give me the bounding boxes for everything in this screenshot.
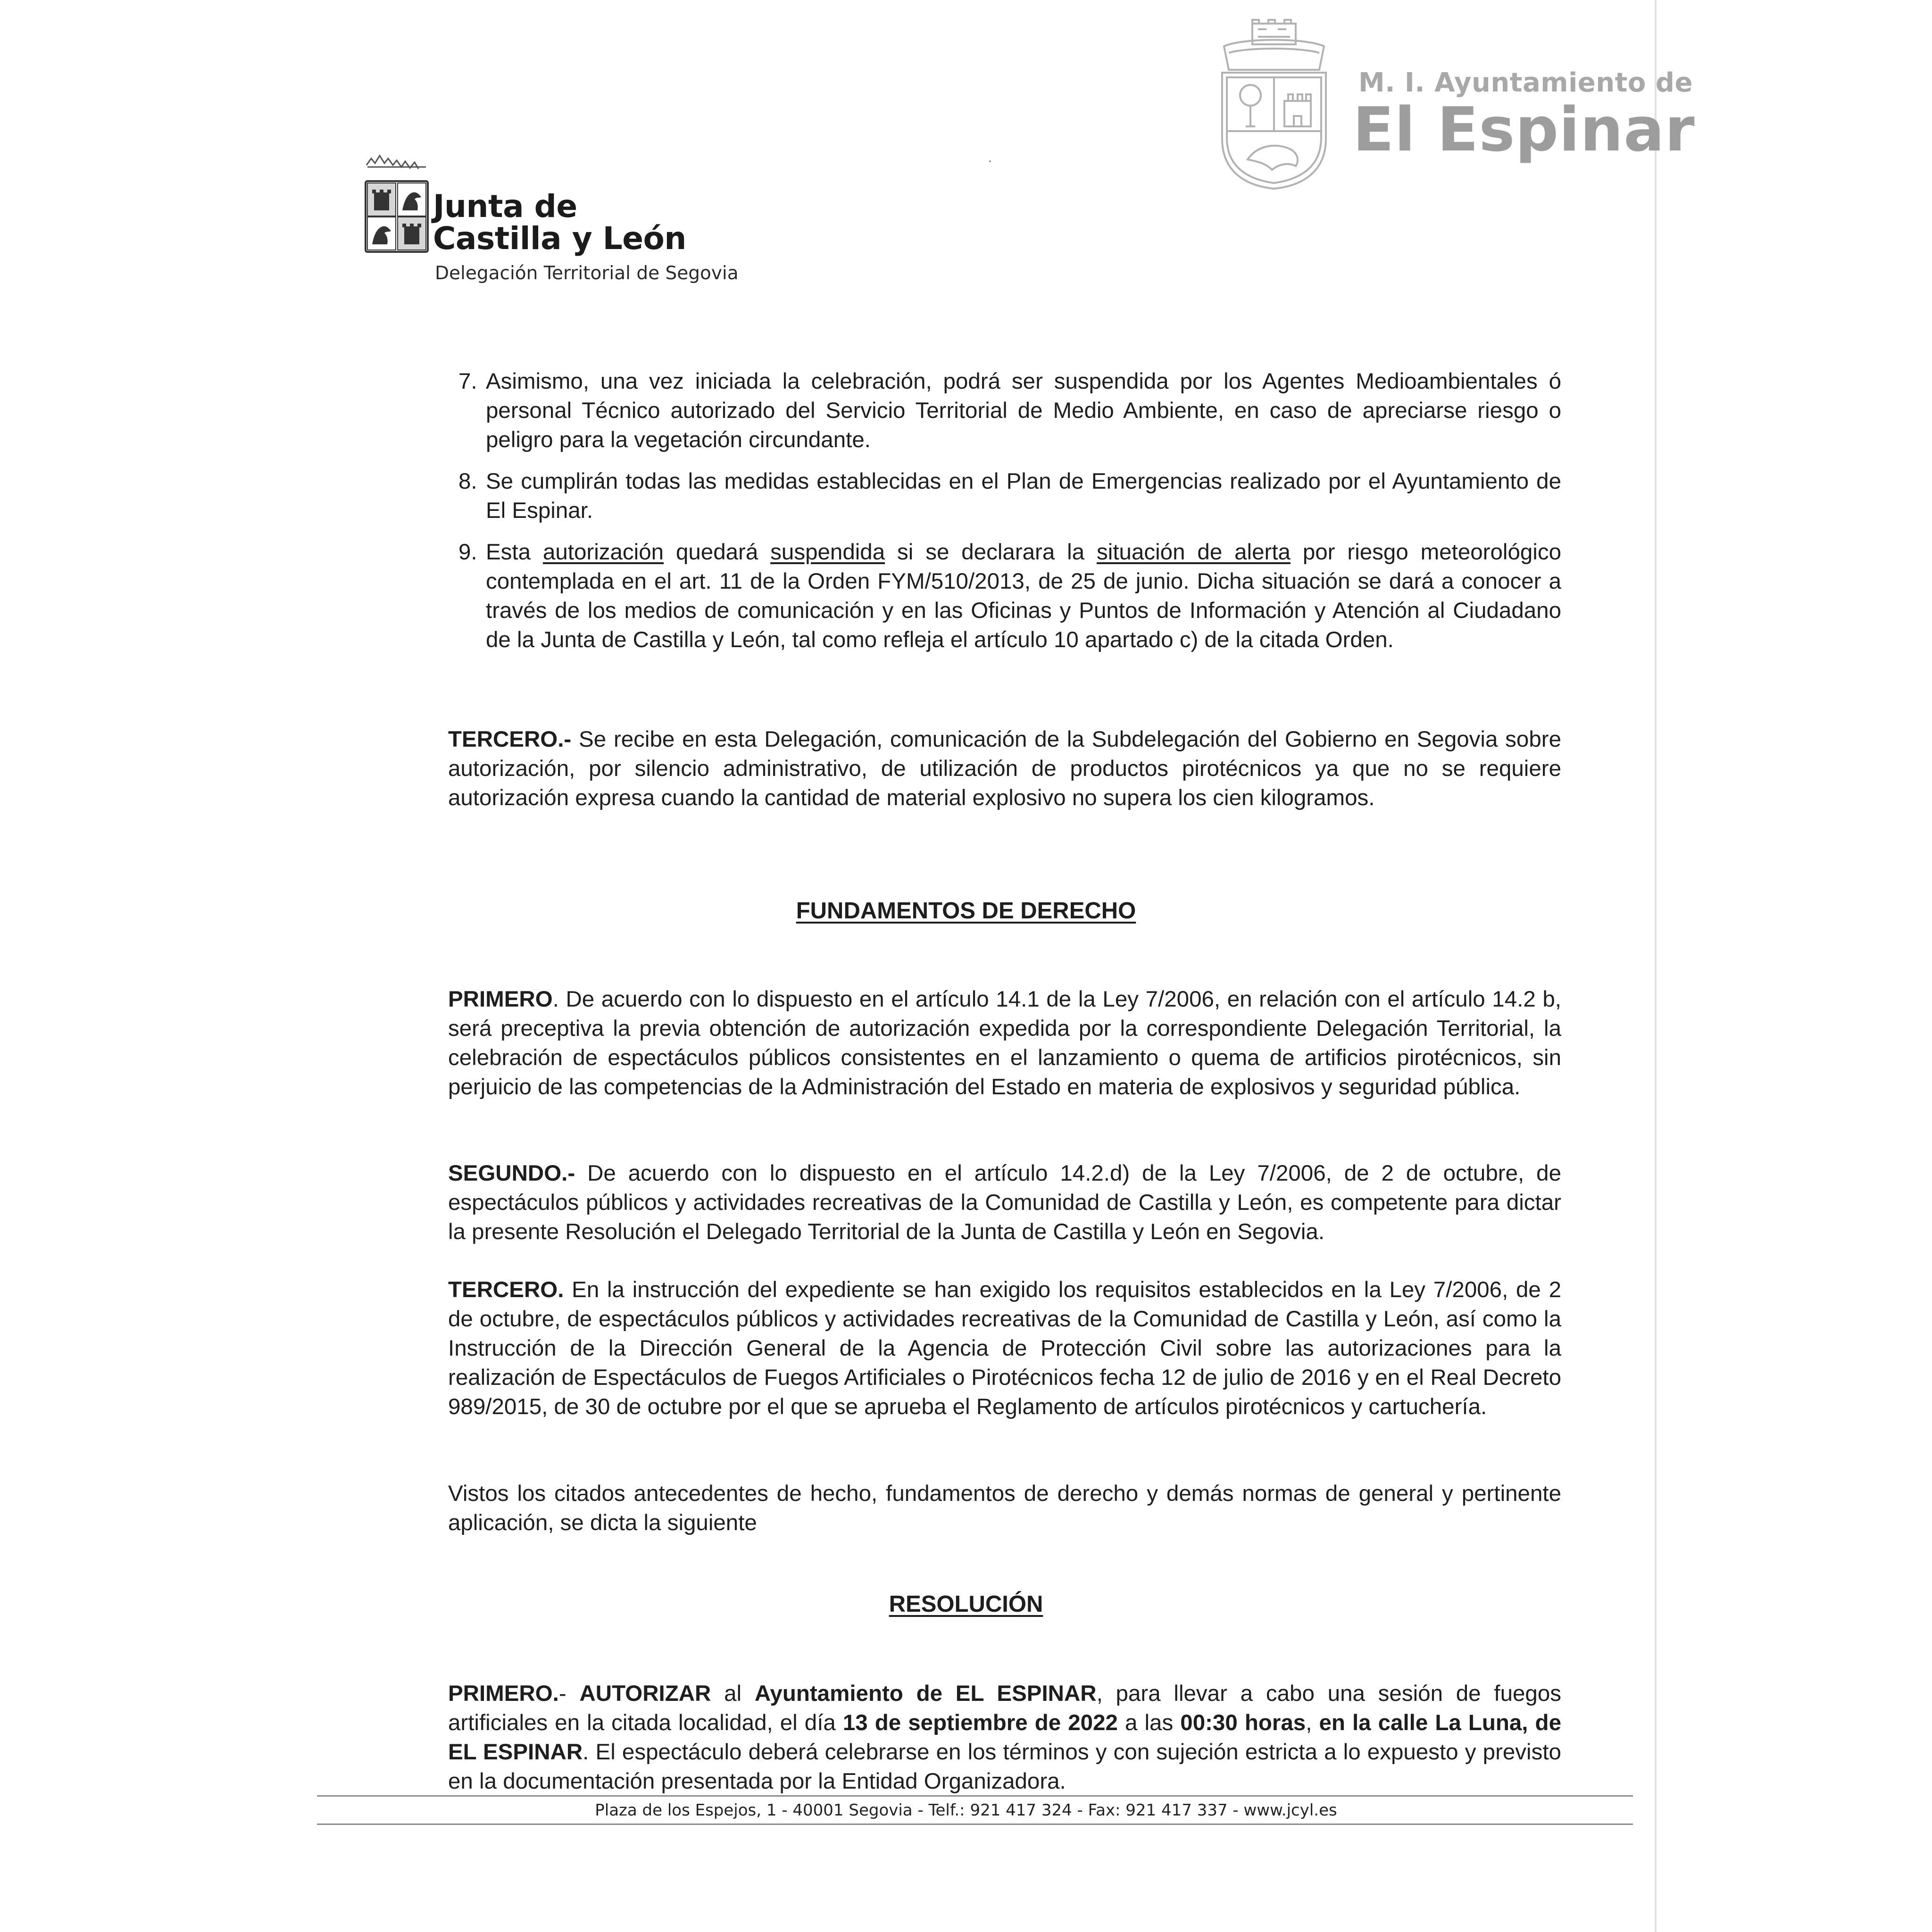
bold-term: Ayuntamiento de EL ESPINAR: [754, 1681, 1097, 1706]
paragraph-label: TERCERO.: [448, 1277, 564, 1302]
scan-speck: [989, 160, 991, 162]
footer-rule-top: [317, 1795, 1633, 1797]
junta-name-line1: Junta de: [433, 188, 577, 225]
text-run: , para llevar a cabo una sesión de fuegos artificiales en la citada localidad, el día: [448, 1681, 1562, 1735]
item-number: 8.: [458, 469, 477, 494]
text-run: a las: [1117, 1710, 1181, 1735]
bold-term: en la calle La Luna, de EL ESPINAR: [448, 1710, 1561, 1765]
paragraph-label: PRIMERO: [448, 987, 553, 1012]
underlined-term: situación de alerta: [1097, 540, 1291, 565]
text-run: Esta: [486, 540, 543, 565]
text-run: por riesgo meteorológico contemplada en el art. 11 de la Orden FYM/510/2013, de 25 de junio. Dicha situación se dará a conocer a través de los medios de comunicación y en las Oficinas y Puntos de Información y Atención al Ciudadano de la Junta de Castilla y León, tal como refleja el artículo 10 apartado c) de la citada Orden.: [486, 540, 1561, 652]
footer-rule-bottom: [317, 1824, 1633, 1825]
espinar-prefix: M. I. Ayuntamiento de: [1358, 67, 1693, 98]
underlined-term: suspendida: [770, 540, 885, 565]
junta-delegation: Delegación Territorial de Segovia: [435, 263, 739, 284]
text-run: al: [711, 1681, 755, 1706]
item-text: [486, 538, 1561, 655]
item-text: Asimismo, una vez iniciada la celebración, podrá ser suspendida por los Agentes Medioambientales ó personal Técnico autorizado del Servicio Territorial de Medio Ambiente, en caso de apreciarse riesgo o peligro para la vegetación circundante.: [486, 369, 1561, 452]
text-run: ,: [1306, 1710, 1319, 1735]
item-number: 7.: [458, 369, 477, 394]
resolucion-heading: RESOLUCIÓN: [889, 1591, 1043, 1617]
junta-name-line2: Castilla y León: [433, 220, 686, 257]
el-espinar-coat-of-arms-icon: [1219, 18, 1329, 190]
fundamentos-tercero: [448, 1275, 1561, 1422]
paragraph-label: TERCERO.-: [448, 727, 572, 752]
espinar-name: El Espinar: [1353, 95, 1695, 165]
castilla-leon-coat-of-arms-icon: [361, 151, 432, 259]
bold-term: 00:30 horas: [1180, 1710, 1306, 1735]
paragraph-label: SEGUNDO.-: [448, 1161, 575, 1186]
vistos-paragraph: Vistos los citados antecedentes de hecho, fundamentos de derecho y demás normas de general y pertinente aplicación, se dicta la siguiente: [448, 1481, 1561, 1535]
text-run: . El espectáculo deberá celebrarse en los términos y con sujeción estricta a lo expuesto y previsto en la documentación presentada por la Entidad Organizadora.: [448, 1740, 1561, 1794]
paragraph-label: PRIMERO.: [448, 1681, 559, 1706]
resolucion-primero: [448, 1679, 1561, 1796]
antecedentes-tercero: [448, 725, 1561, 813]
text-run: si se declarara la: [885, 540, 1097, 565]
list-item-7: [458, 367, 1561, 455]
paragraph-text: Se recibe en esta Delegación, comunicación de la Subdelegación del Gobierno en Segovia sobre autorización, por silencio administrativo, de utilización de productos pirotécnicos ya que no se requiere autorización expresa cuando la cantidad de material explosivo no supera los cien kilogramos.: [448, 727, 1561, 810]
item-number: 9.: [458, 540, 477, 565]
underlined-term: autorización: [542, 540, 664, 565]
fundamentos-segundo: [448, 1159, 1561, 1247]
fundamentos-heading: FUNDAMENTOS DE DERECHO: [796, 898, 1136, 924]
paragraph-text: En la instrucción del expediente se han exigido los requisitos establecidos en la Ley 7/2006, de 2 de octubre, de espectáculos públicos y actividades recreativas de la Comunidad de Castilla y León, así como la Instrucción de la Dirección General de la Agencia de Protección Civil sobre las autorizaciones para la realización de Espectáculos de Fuegos Artificiales o Pirotécnicos fecha 12 de julio de 2016 y en el Real Decreto 989/2015, de 30 de octubre por el que se aprueba el Reglamento de artículos pirotécnicos y cartuchería.: [448, 1277, 1561, 1419]
paragraph-text: . De acuerdo con lo dispuesto en el artículo 14.1 de la Ley 7/2006, en relación con el artículo 14.2 b, será preceptiva la previa obtención de autorización expedida por la correspondiente Delegación Territorial, la celebración de espectáculos públicos consistentes en el lanzamiento o quema de artificios pirotécnicos, sin perjuicio de las competencias de la Administración del Estado en materia de explosivos y seguridad pública.: [448, 987, 1561, 1099]
list-item-9: [458, 538, 1561, 655]
bold-term: AUTORIZAR: [579, 1681, 711, 1706]
text-run: quedará: [664, 540, 771, 565]
fundamentos-primero: [448, 985, 1561, 1102]
item-text: Se cumplirán todas las medidas establecidas en el Plan de Emergencias realizado por el Ayuntamiento de El Espinar.: [486, 469, 1561, 523]
paragraph-text: De acuerdo con lo dispuesto en el artículo 14.2.d) de la Ley 7/2006, de 2 de octubre, de espectáculos públicos y actividades recreativas de la Comunidad de Castilla y León, es competente para dictar la presente Resolución el Delegado Territorial de la Junta de Castilla y León en Segovia.: [448, 1161, 1561, 1244]
list-item-8: [458, 467, 1561, 525]
text-run: -: [558, 1681, 580, 1706]
scan-edge: [1655, 0, 1657, 1932]
bold-term: 13 de septiembre de 2022: [842, 1710, 1118, 1735]
footer-address: Plaza de los Espejos, 1 - 40001 Segovia - Telf.: 921 417 324 - Fax: 921 417 337 - www.jcyl.es: [595, 1801, 1337, 1820]
